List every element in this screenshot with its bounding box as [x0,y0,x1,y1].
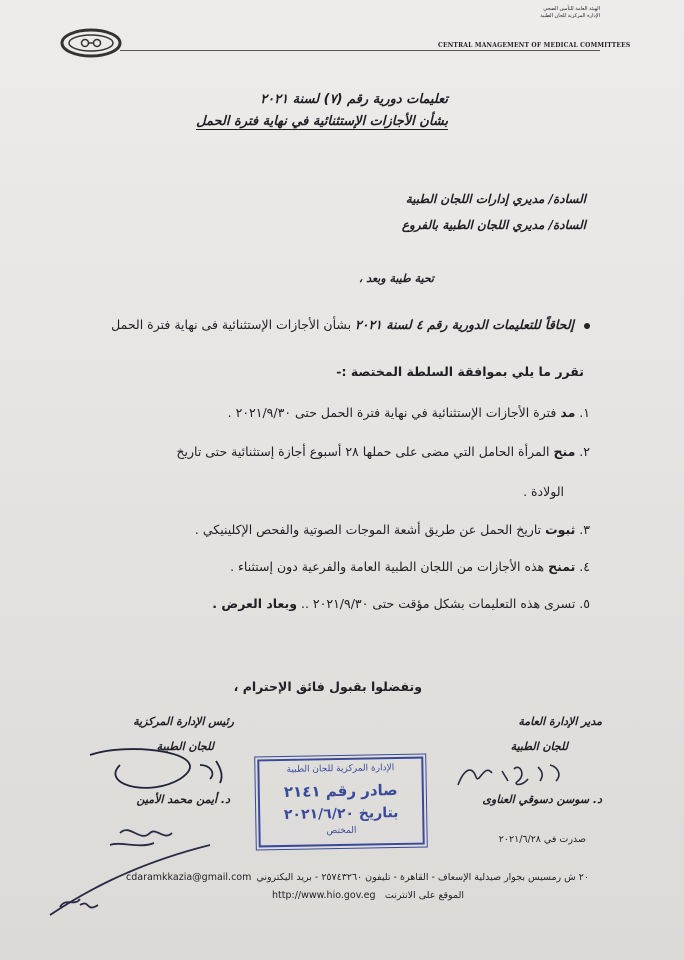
greeting: تحية طيبة وبعد ، [358,272,434,285]
signatory-right-name: د. سوسن دسوقي العناوى [482,793,602,806]
stamp-line1: الإدارة المركزية للجان الطبية [286,763,395,775]
footer-website-label: الموقع على الانترنت [384,890,464,901]
circular-title: تعليمات دورية رقم (٧) لسنة ٢٠٢١ [260,92,448,107]
signatory-right-title1: مدير الإدارة العامة [518,715,602,728]
addressee-line2: السادة/ مديري اللجان الطبية بالفروع [401,218,586,232]
list-item: ٤. تمنح هذه الأجازات من اللجان الطبية العامة والفرعية دون إستثناء . [230,559,590,574]
addressee-line1: السادة/ مديري إدارات اللجان الطبية [405,192,586,206]
bullet-icon [584,323,590,329]
footer-address: ٢٠ ش رمسيس بجوار صيدلية الإسعاف - القاهرة - تليفون ٢٥٧٤٣٢٦٠ - بريد اليكتروني [256,872,589,883]
list-item: ٢. منح المرأة الحامل التي مضى على حملها ٢٨ أسبوع أجازة إستثنائية حتى تاريخ [176,444,590,459]
list-item: ٣. ثبوت تاريخ الحمل عن طريق أشعة الموجات الصوتية والفحص الإكلينيكي . [194,522,590,537]
signatory-left-title1: رئيس الإدارة المركزية [133,715,234,728]
letterhead-english: CENTRAL MANAGEMENT OF MEDICAL COMMITTEES [438,42,631,49]
stamp-line4: المختص [326,825,357,837]
letterhead-divider [120,50,600,51]
letterhead-org-line1: الهيئة العامة للتأمين الصحي [543,6,600,12]
reference-subject: بشأن الأجازات الإستثنائية فى نهاية فترة الحمل [111,317,356,332]
stamp-date: بتاريخ ٢٠٢١/٦/٢٠ [283,804,399,823]
reference-circular: إلحاقاً للتعليمات الدورية رقم ٤ لسنة ٢٠٢١ [355,317,574,332]
closing-line: وتفضلوا بقبول فائق الإحترام ، [233,679,422,694]
list-item: ١. مد فترة الأجازات الإستثنائية في نهاية فترة الحمل حتى ٢٠٢١/٩/٣٠ . [227,405,590,420]
signatory-left-name: د. أيمن محمد الأمين [136,793,230,806]
list-item-continuation: الولادة . [523,484,564,499]
decision-intro: تقرر ما يلي بموافقة السلطة المختصة :- [336,364,584,379]
signature-left-icon [70,745,250,815]
list-item: ٥. تسرى هذه التعليمات بشكل مؤقت حتى ٢٠٢١/٩/٣٠ .. وبعاد العرض . [212,596,590,611]
letterhead-org-line2: الإدارة المركزية للجان الطبية [540,13,600,19]
footer-website: http://www.hio.gov.eg [272,890,376,901]
footer-email: cdaramkkazia@gmail.com [126,872,252,883]
stamp-number: صادر رقم ٢١٤١ [283,781,398,801]
reference-paragraph [111,317,574,332]
letterhead-arabic [500,6,600,20]
signatory-right-title2: للجان الطبية [510,740,568,753]
handwritten-annotation-icon [40,815,220,925]
circular-subject: بشأن الأجازات الإستثنائية في نهاية فترة الحمل [196,114,448,129]
signatory-left-title2: للجان الطبية [156,740,214,753]
signature-right-icon [454,755,574,793]
outgoing-stamp [257,757,425,848]
hio-logo-icon [60,28,122,58]
issued-date: صدرت في ٢٠٢١/٦/٢٨ [498,834,586,845]
